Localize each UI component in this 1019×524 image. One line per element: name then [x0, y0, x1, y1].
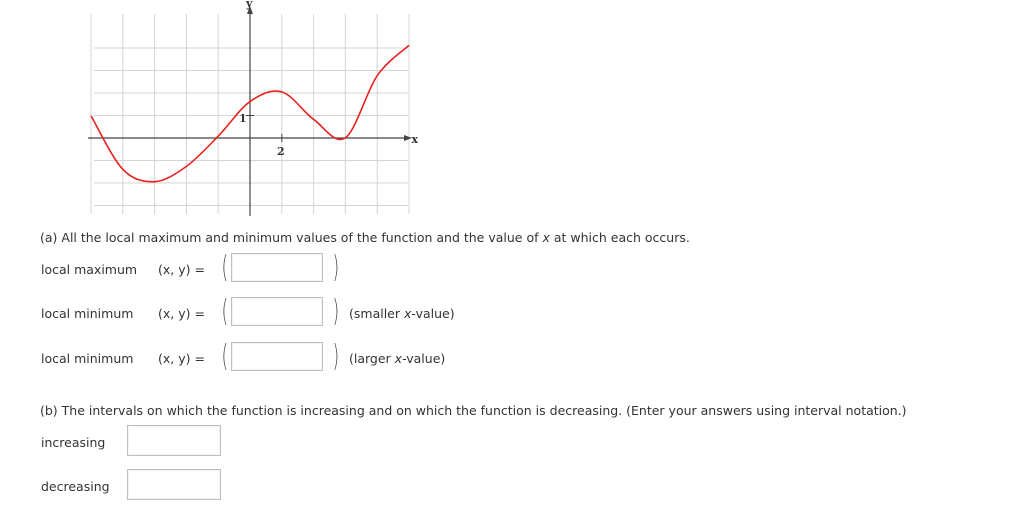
function-graph [78, 0, 418, 218]
part-b-prompt: (b) The intervals on which the function is increasing and on which the function is decreasing. (Enter your answers using interval notation.) [40, 403, 907, 418]
decreasing-input[interactable] [127, 469, 221, 500]
graph-axes [88, 6, 412, 216]
local-maximum-input[interactable] [231, 253, 323, 282]
local-minimum-smaller-input[interactable] [231, 297, 323, 326]
x-axis-label: x [411, 133, 418, 146]
smaller-x-value-note: (smaller x-value) [349, 306, 455, 321]
open-paren: ( [221, 339, 229, 374]
part-a-prompt: (a) All the local maximum and minimum values of the function and the value of x at which each occurs. [40, 230, 690, 245]
open-paren: ( [221, 250, 229, 285]
local-maximum-label: local maximum [41, 262, 138, 277]
increasing-input[interactable] [127, 425, 221, 456]
close-paren: ) [332, 339, 340, 374]
xy-label: (x, y) = [158, 351, 205, 366]
xy-label: (x, y) = [158, 306, 205, 321]
decreasing-label: decreasing [41, 479, 110, 494]
x-tick-label-2: 2 [277, 145, 285, 158]
y-axis-label: y [246, 0, 253, 10]
increasing-label: increasing [41, 435, 106, 450]
local-minimum-larger-input[interactable] [231, 342, 323, 371]
close-paren: ) [332, 250, 340, 285]
open-paren: ( [221, 294, 229, 329]
local-minimum-label: local minimum [41, 351, 134, 366]
close-paren: ) [332, 294, 340, 329]
local-minimum-label: local minimum [41, 306, 134, 321]
xy-label: (x, y) = [158, 262, 205, 277]
y-tick-label-1: 1 [239, 112, 247, 125]
larger-x-value-note: (larger x-value) [349, 351, 446, 366]
